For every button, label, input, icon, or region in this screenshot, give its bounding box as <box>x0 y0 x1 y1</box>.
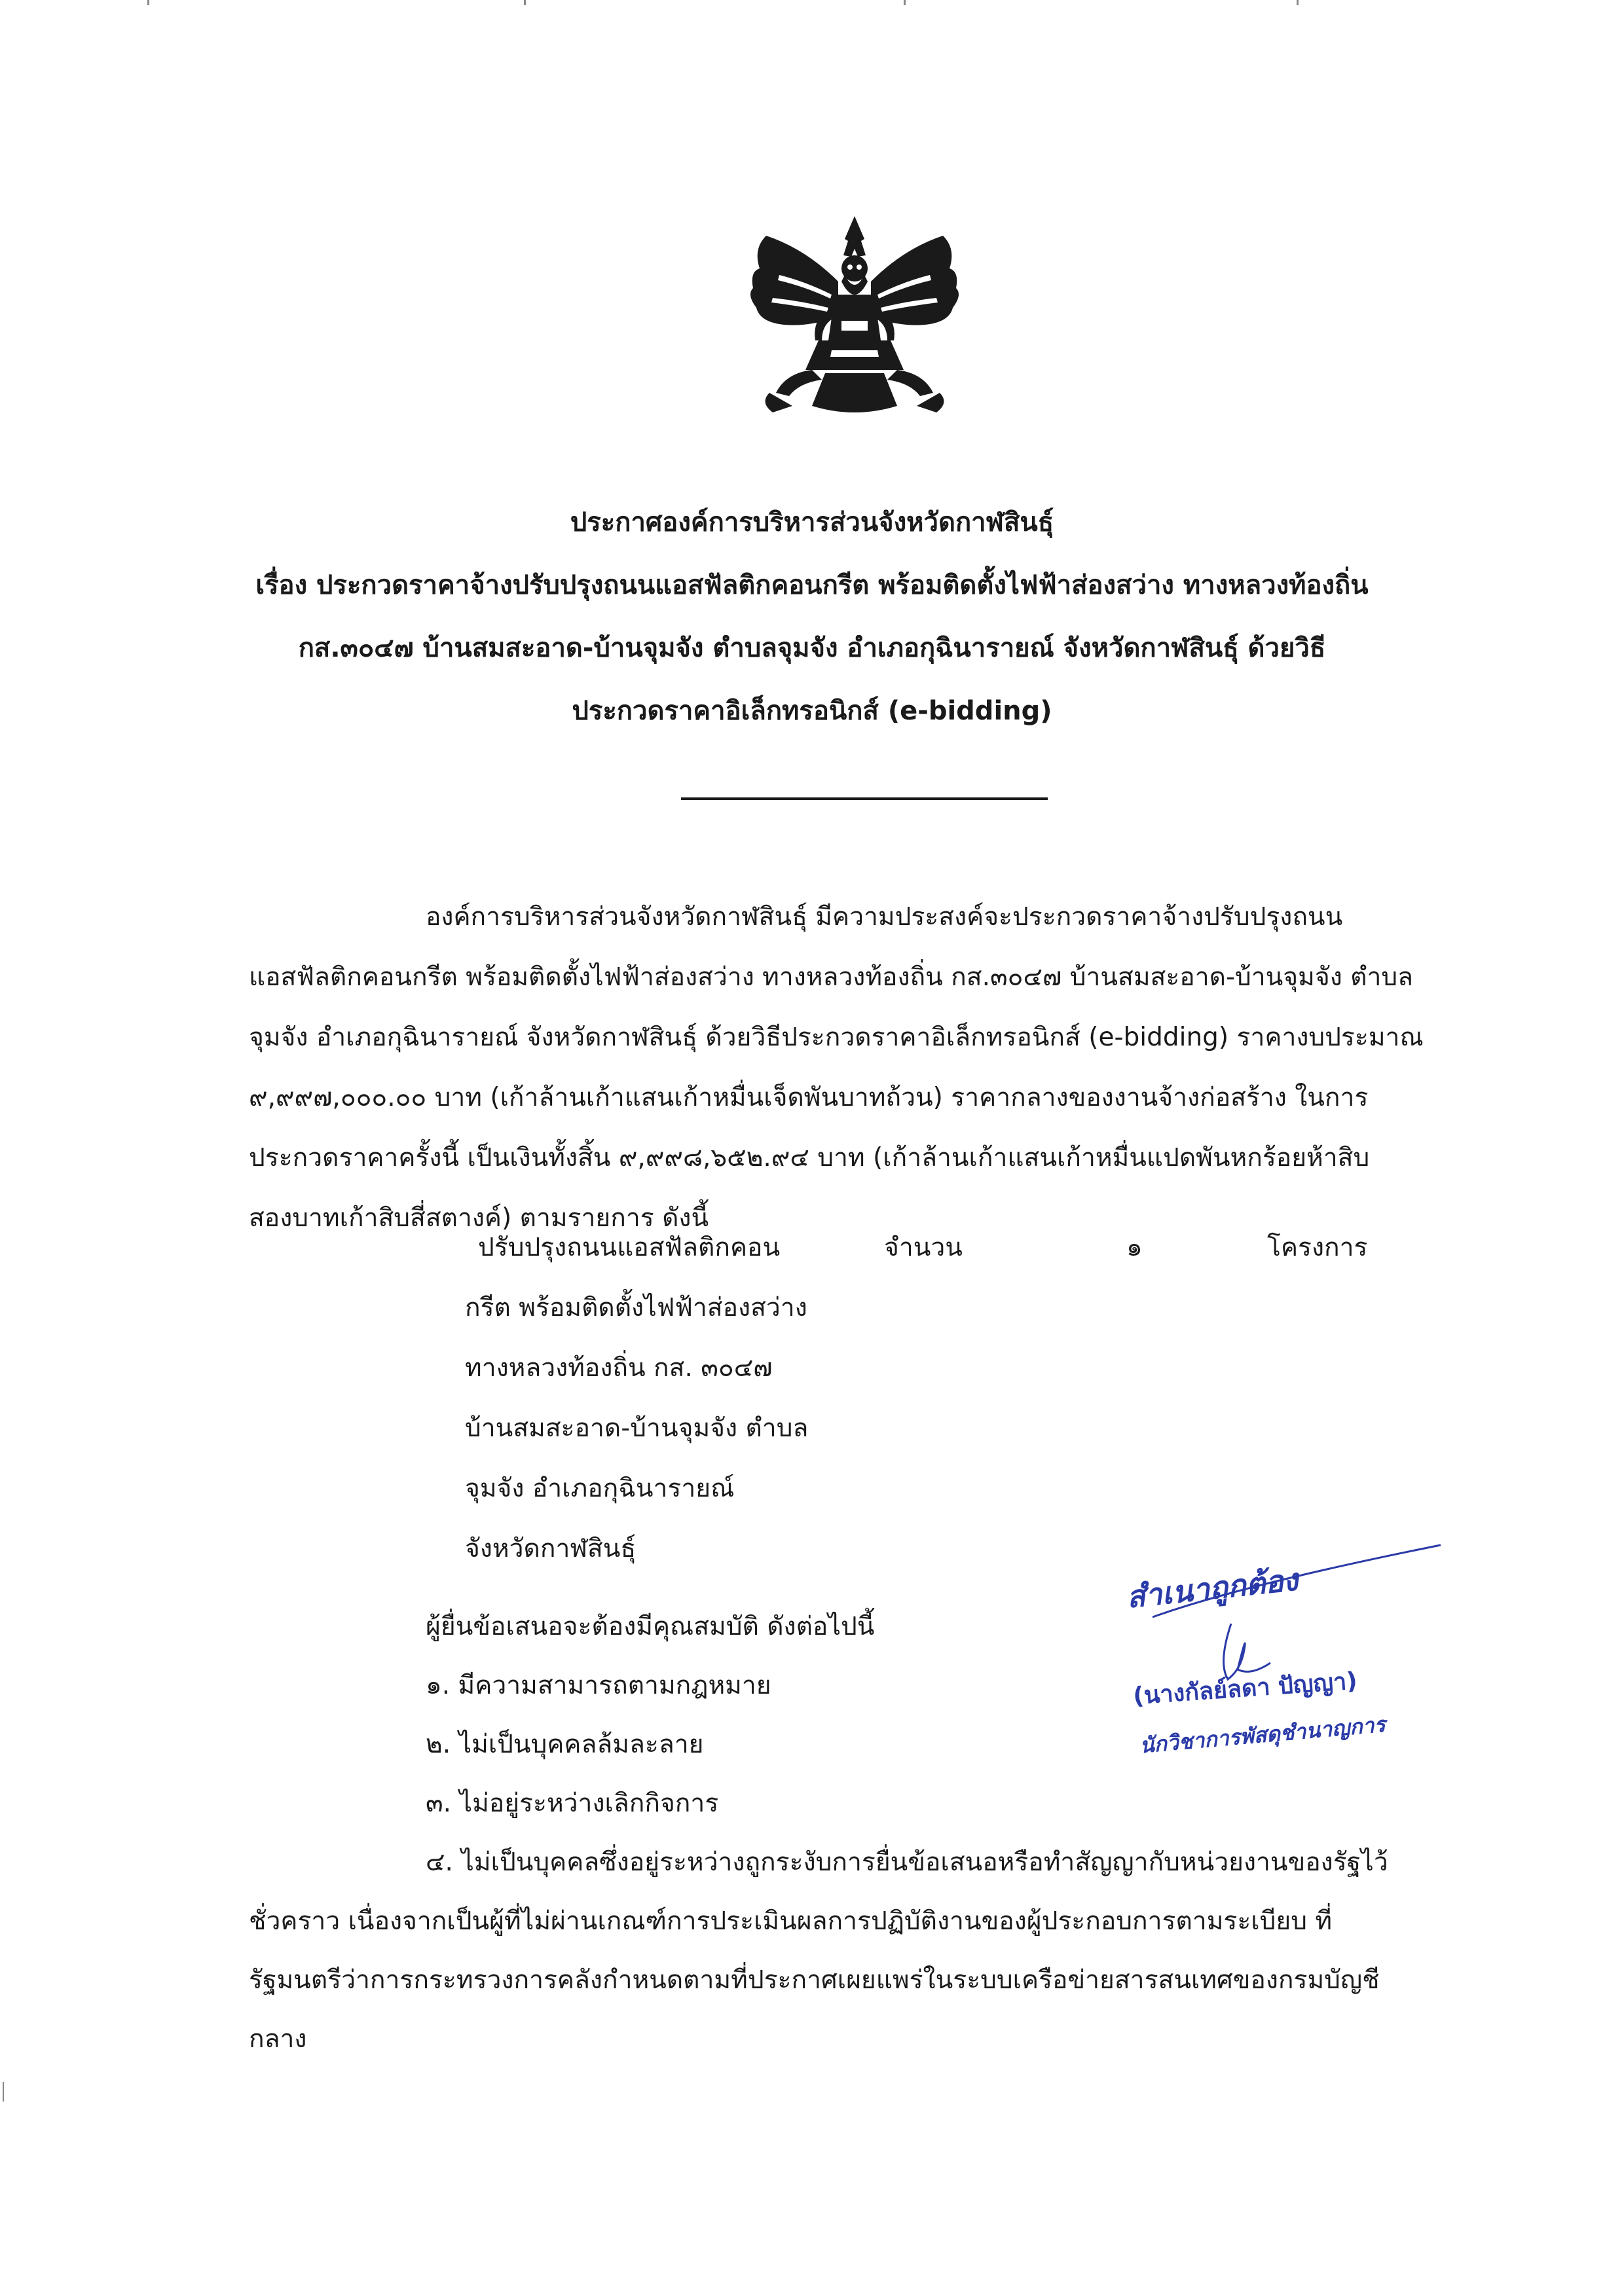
item-name-line: กรีต พร้อมติดตั้งไฟฟ้าส่องสว่าง <box>465 1293 807 1322</box>
paragraph-line: ประกวดราคาครั้งนี้ เป็นเงินทั้งสิ้น ๙,๙๙๘,๖๕๒.๙๔ บาท (เก้าล้านเก้าแสนเก้าหมื่นแปดพันหกร้อยห้าสิบ <box>249 1143 1370 1173</box>
announcement-title: ประกาศองค์การบริหารส่วนจังหวัดกาฬสินธุ์ <box>570 507 1054 538</box>
qualification-item: ๑. มีความสามารถตามกฎหมาย <box>426 1671 771 1700</box>
qualification-item: ๓. ไม่อยู่ระหว่างเลิกกิจการ <box>426 1789 719 1818</box>
item-quantity: ๑ <box>1126 1233 1143 1262</box>
item-name-line: บ้านสมสะอาด-บ้านจุมจัง ตำบล <box>465 1413 809 1443</box>
item-name <box>465 1218 832 1579</box>
qualification-item-continued: ชั่วคราว เนื่องจากเป็นผู้ที่ไม่ผ่านเกณฑ์การประเมินผลการปฏิบัติงานของผู้ประกอบการตามระเบียบ ที่ <box>249 1906 1333 1936</box>
garuda-emblem-icon <box>740 210 969 426</box>
paragraph-line: จุมจัง อำเภอกุฉินารายณ์ จังหวัดกาฬสินธุ์ ด้วยวิธีประกวดราคาอิเล็กทรอนิกส์ (e-bidding) ราคางบประมาณ <box>249 1023 1424 1052</box>
certified-copy-stamp <box>1113 1539 1454 1800</box>
stamp-signer-name: (นางกัลย์ลดา ปัญญา) <box>1132 1667 1358 1710</box>
paragraph-line: แอสฟัลติกคอนกรีต พร้อมติดตั้งไฟฟ้าส่องสว่าง ทางหลวงท้องถิ่น กส.๓๐๔๗ บ้านสมสะอาด-บ้านจุมจัง ตำบล <box>249 962 1414 992</box>
announcement-header <box>196 491 1428 742</box>
item-name-line: ทางหลวงท้องถิ่น กส. ๓๐๔๗ <box>465 1353 773 1383</box>
stamp-title: สำเนาถูกต้อง <box>1124 1561 1300 1615</box>
announcement-subject-line: เรื่อง ประกวดราคาจ้างปรับปรุงถนนแอสฟัลติกคอนกรีต พร้อมติดตั้งไฟฟ้าส่องสว่าง ทางหลวงท้องถิ่น <box>255 570 1369 600</box>
scan-mark <box>904 0 906 5</box>
qualification-item-continued: กลาง <box>249 2024 307 2054</box>
header-divider <box>681 797 1048 800</box>
paragraph-line: องค์การบริหารส่วนจังหวัดกาฬสินธุ์ มีความประสงค์จะประกวดราคาจ้างปรับปรุงถนน <box>426 902 1343 932</box>
item-name-line: จังหวัดกาฬสินธุ์ <box>465 1534 637 1563</box>
paragraph-line: ๙,๙๙๗,๐๐๐.๐๐ บาท (เก้าล้านเก้าแสนเก้าหมื่นเจ็ดพันบาทถ้วน) ราคากลางของงานจ้างก่อสร้าง ในการ <box>249 1083 1369 1112</box>
intro-paragraph <box>249 887 1460 1248</box>
announcement-subject-line: กส.๓๐๔๗ บ้านสมสะอาด-บ้านจุมจัง ตำบลจุมจัง อำเภอกุฉินารายณ์ จังหวัดกาฬสินธุ์ ด้วยวิธี <box>298 633 1326 663</box>
stamp-signer-position: นักวิชาการพัสดุชำนาญการ <box>1139 1711 1387 1758</box>
item-name-line: ปรับปรุงถนนแอสฟัลติกคอน <box>478 1233 781 1262</box>
qualification-item: ๒. ไม่เป็นบุคคลล้มละลาย <box>426 1730 704 1759</box>
scan-mark <box>3 2082 4 2102</box>
qualifications-intro: ผู้ยื่นข้อเสนอจะต้องมีคุณสมบัติ ดังต่อไปนี้ <box>426 1612 875 1641</box>
paragraph-line: สองบาทเก้าสิบสี่สตางค์) ตามรายการ ดังนี้ <box>249 1203 709 1233</box>
scan-mark <box>1297 0 1299 5</box>
qualification-item: ๔. ไม่เป็นบุคคลซึ่งอยู่ระหว่างถูกระงับการยื่นข้อเสนอหรือทำสัญญากับหน่วยงานของรัฐไว้ <box>426 1848 1388 1877</box>
item-kind: โครงการ <box>1267 1233 1368 1262</box>
scan-mark <box>524 0 526 5</box>
item-unit-label: จำนวน <box>884 1233 963 1262</box>
qualification-item-continued: รัฐมนตรีว่าการกระทรวงการคลังกำหนดตามที่ประกาศเผยแพร่ในระบบเครือข่ายสารสนเทศของกรมบัญชี <box>249 1965 1380 1995</box>
announcement-subject-line: ประกวดราคาอิเล็กทรอนิกส์ (e-bidding) <box>572 696 1052 726</box>
item-name-line: จุมจัง อำเภอกุฉินารายณ์ <box>465 1474 735 1503</box>
scan-mark <box>147 0 149 5</box>
